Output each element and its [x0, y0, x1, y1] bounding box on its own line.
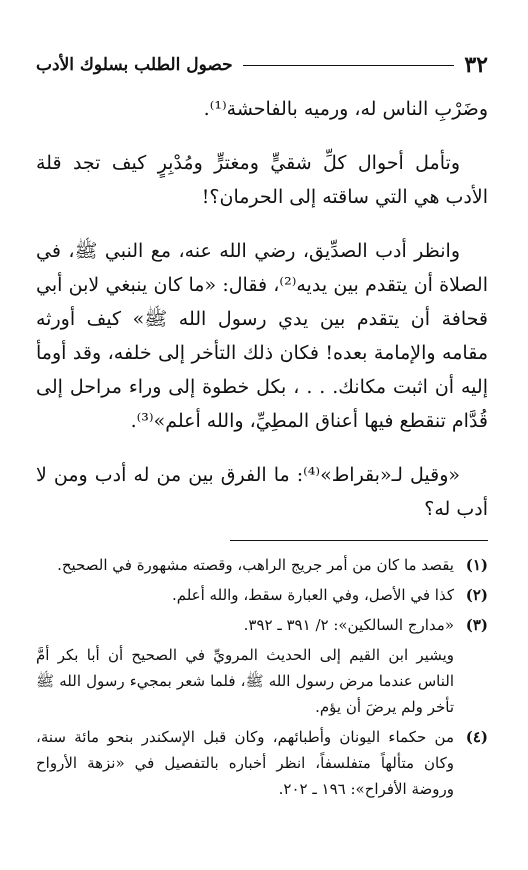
- footnote: [36, 552, 488, 578]
- footnote-text: كذا في الأصل، وفي العبارة سقط، والله أعلم.: [171, 586, 454, 604]
- footnote-number: [454, 642, 488, 720]
- footnote-text: «مدارج السالكين»: ٢/ ٣٩١ ـ ٣٩٢.: [243, 616, 454, 634]
- paragraph: وتأمل أحوال كلِّ شقيٍّ ومغترٍّ ومُدْبِرٍ كيف تجد قلة الأدب هي التي ساقته إلى الحرمان؟!: [36, 152, 488, 208]
- footnote: [36, 724, 488, 802]
- page-header: [36, 48, 488, 82]
- footnotes: [36, 548, 488, 802]
- footnote-text: من حكماء اليونان وأطبائهم، وكان قبل الإسكندر بنحو مائة سنة، وكان متألهاً متفلسفاً، انظر أخباره بالتفصيل في «نزهة الأرواح وروضة الأفراح»: ١٩٦ ـ ٢٠٢.: [36, 728, 454, 798]
- footnote-continuation: [36, 642, 488, 720]
- paragraph: وضَرْبِ الناس له، ورميه بالفاحشة⁽¹⁾.: [203, 98, 488, 120]
- header-rule: [243, 65, 455, 66]
- paragraph: «وقيل لـ«بقراط»⁽⁴⁾: ما الفرق بين من له أدب ومن لا أدب له؟: [36, 464, 488, 520]
- footnote-text: يقصد ما كان من أمر جريج الراهب، وقصته مشهورة في الصحيح.: [57, 556, 454, 574]
- page-number: ٣٢: [464, 52, 488, 78]
- footnote-number: (١): [465, 556, 488, 574]
- footnote-number: (٤): [465, 728, 488, 746]
- footnote: [36, 582, 488, 608]
- footnote: [36, 612, 488, 638]
- footnote-text: ويشير ابن القيم إلى الحديث المرويِّ في الصحيح أن أبا بكر أمَّ الناس عندما مرض رسول الله ﷺ، فلما شعر بمجيء رسول الله ﷺ تأخر ولم يرضَ أن يؤم.: [36, 646, 454, 716]
- running-title: حصول الطلب بسلوك الأدب: [36, 55, 233, 75]
- footnote-number: (٣): [465, 616, 488, 634]
- paragraph: وانظر أدب الصدِّيق، رضي الله عنه، مع النبي ﷺ، في الصلاة أن يتقدم بين يديه⁽²⁾، فقال: «ما كان ينبغي لابن أبي قحافة أن يتقدم بين يدي رسول الله ﷺ» كيف أورثه مقامه والإمامة بعده! فكان ذلك التأخر إلى خلفه، وقد أومأ إليه أن اثبت مكانك. . . ، بكل خطوة إلى وراء مراحل إلى قُدَّام تنقطع فيها أعناق المطِيِّ، والله أعلم»⁽³⁾.: [36, 240, 488, 432]
- footnote-number: (٢): [465, 586, 488, 604]
- body-text: [36, 92, 488, 526]
- footnote-separator: [230, 540, 488, 541]
